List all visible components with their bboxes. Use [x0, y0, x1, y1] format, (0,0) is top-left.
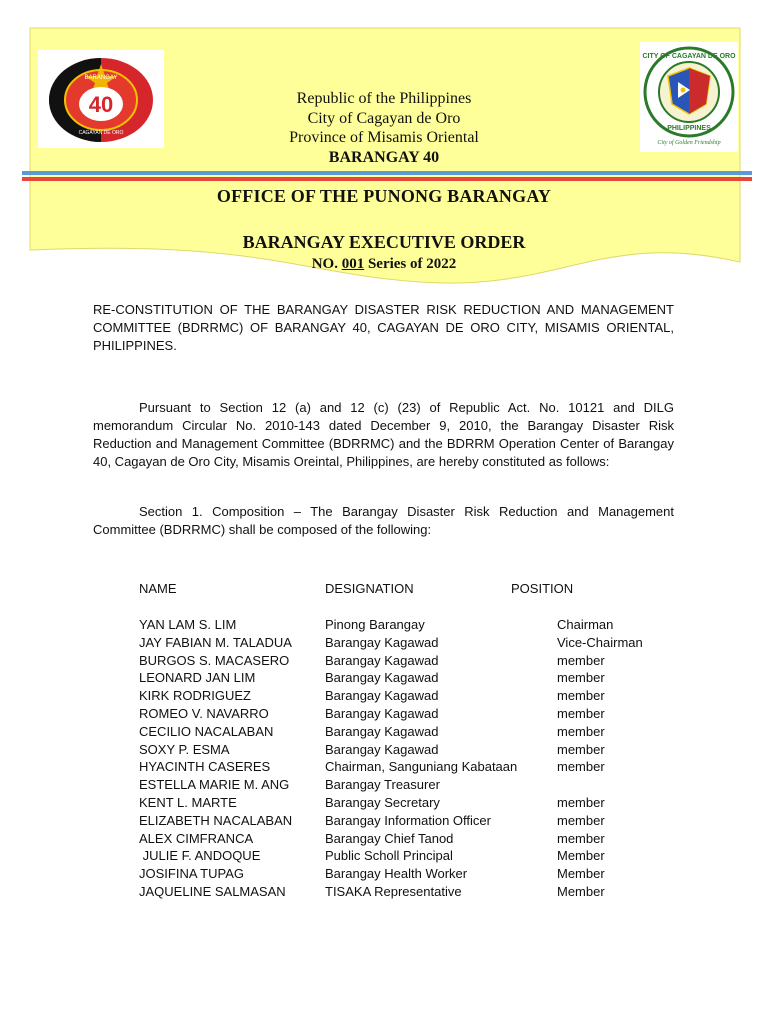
member-row	[0, 831, 768, 849]
member-name: JAY FABIAN M. TALADUA	[139, 634, 292, 650]
svg-text:City of Golden Friendship: City of Golden Friendship	[657, 140, 721, 146]
svg-text:PHILIPPINES: PHILIPPINES	[667, 125, 711, 132]
member-row	[0, 670, 768, 688]
member-designation: Barangay Chief Tanod	[325, 830, 454, 846]
member-position: member	[557, 830, 605, 846]
member-position: member	[557, 741, 605, 757]
member-row	[0, 653, 768, 671]
order-title: BARANGAY EXECUTIVE ORDER	[242, 232, 526, 252]
member-position: member	[557, 812, 605, 828]
member-designation: Barangay Information Officer	[325, 812, 491, 828]
column-header-position: POSITION	[511, 581, 574, 596]
member-position: Vice-Chairman	[557, 634, 643, 650]
member-name: YAN LAM S. LIM	[139, 617, 237, 632]
member-name: ELIZABETH NACALABAN	[139, 812, 293, 828]
member-designation: Public Scholl Principal	[325, 848, 453, 864]
order-number-value: 001	[341, 256, 365, 272]
header-line-barangay: BARANGAY 40	[328, 149, 440, 166]
member-name: JOSIFINA TUPAG	[139, 866, 244, 882]
pursuant-paragraph: Pursuant to Section 12 (a) and 12 (c) (23) of Republic Act. No. 10121 and DILG memorandum Circular No. 2010-143 dated December 9, 2010, the Barangay Disaster Risk Reduction and Management Committee (BDRRMC) and the BDRRM Operation Center of Barangay 40, Cagayan de Oro City, Misamis Oreintal, Philippines, are hereby constituted as follows:	[93, 400, 674, 469]
member-name: KENT L. MARTE	[139, 794, 237, 810]
member-position: Member	[557, 883, 605, 899]
header-line-republic: Republic of the Philippines	[296, 90, 472, 107]
member-row	[0, 777, 768, 795]
member-name: SOXY P. ESMA	[139, 741, 230, 757]
member-designation: Barangay Treasurer	[325, 777, 440, 793]
member-name: LEONARD JAN LIM	[139, 670, 256, 686]
member-row	[0, 724, 768, 742]
column-header-designation: DESIGNATION	[325, 581, 414, 596]
member-position: member	[557, 688, 605, 704]
member-position: member	[557, 652, 605, 668]
member-designation: Chairman, Sanguniang Kabataan	[325, 759, 518, 775]
member-position: member	[557, 705, 605, 721]
svg-text:CITY OF CAGAYAN DE ORO: CITY OF CAGAYAN DE ORO	[642, 53, 736, 60]
member-designation: TISAKA Representative	[325, 883, 462, 899]
member-designation: Pinong Barangay	[325, 617, 425, 632]
member-name: ALEX CIMFRANCA	[139, 830, 254, 846]
member-position: Chairman	[557, 617, 614, 632]
order-subject-paragraph: RE-CONSTITUTION OF THE BARANGAY DISASTER RISK REDUCTION AND MANAGEMENT COMMITTEE (BDRRMC) OF BARANGAY 40, CAGAYAN DE ORO CITY, MISAMIS ORIENTAL, PHILIPPINES.	[93, 302, 674, 353]
divider-red-stripe	[22, 177, 752, 181]
member-designation: Barangay Kagawad	[325, 723, 439, 739]
member-row	[0, 884, 768, 902]
member-name: ROMEO V. NAVARRO	[139, 705, 269, 721]
header-line-city: City of Cagayan de Oro	[307, 110, 461, 127]
member-name: JAQUELINE SALMASAN	[139, 883, 286, 899]
member-name: ESTELLA MARIE M. ANG	[139, 777, 290, 793]
member-name: CECILIO NACALABAN	[139, 723, 274, 739]
member-designation: Barangay Kagawad	[325, 670, 439, 686]
divider-blue-stripe	[22, 171, 752, 175]
member-designation: Barangay Kagawad	[325, 652, 439, 668]
order-number: NO. 001 Series of 2022	[311, 256, 457, 272]
member-position: member	[557, 759, 605, 775]
member-name: HYACINTH CASERES	[139, 759, 271, 775]
member-designation: Barangay Kagawad	[325, 741, 439, 757]
member-row	[0, 866, 768, 884]
member-position: member	[557, 670, 605, 686]
member-name: JULIE F. ANDOQUE	[139, 848, 261, 864]
member-name: KIRK RODRIGUEZ	[139, 688, 251, 704]
member-designation: Barangay Secretary	[325, 794, 440, 810]
member-designation: Barangay Kagawad	[325, 634, 439, 650]
member-position: Member	[557, 848, 605, 864]
member-designation: Barangay Health Worker	[325, 866, 468, 882]
member-row	[0, 848, 768, 866]
section-1-paragraph: Section 1. Composition – The Barangay Disaster Risk Reduction and Management Committee (BDRRMC) shall be composed of the following:	[93, 504, 674, 537]
member-designation: Barangay Kagawad	[325, 688, 439, 704]
office-title: OFFICE OF THE PUNONG BARANGAY	[216, 186, 552, 206]
member-row	[0, 635, 768, 653]
member-name: BURGOS S. MACASERO	[139, 652, 290, 668]
member-position: member	[557, 723, 605, 739]
svg-text:CAGAYAN DE ORO: CAGAYAN DE ORO	[78, 130, 124, 136]
member-row	[0, 617, 768, 635]
member-position: Member	[557, 866, 605, 882]
member-row	[0, 759, 768, 777]
member-row	[0, 742, 768, 760]
column-header-name: NAME	[139, 581, 177, 596]
member-list	[0, 617, 768, 902]
member-row	[0, 813, 768, 831]
member-designation: Barangay Kagawad	[325, 705, 439, 721]
member-row	[0, 688, 768, 706]
svg-text:40: 40	[88, 92, 114, 117]
svg-text:BARANGAY: BARANGAY	[84, 75, 118, 81]
member-row	[0, 706, 768, 724]
header-line-province: Province of Misamis Oriental	[289, 129, 479, 146]
member-row	[0, 795, 768, 813]
member-position: member	[557, 794, 605, 810]
